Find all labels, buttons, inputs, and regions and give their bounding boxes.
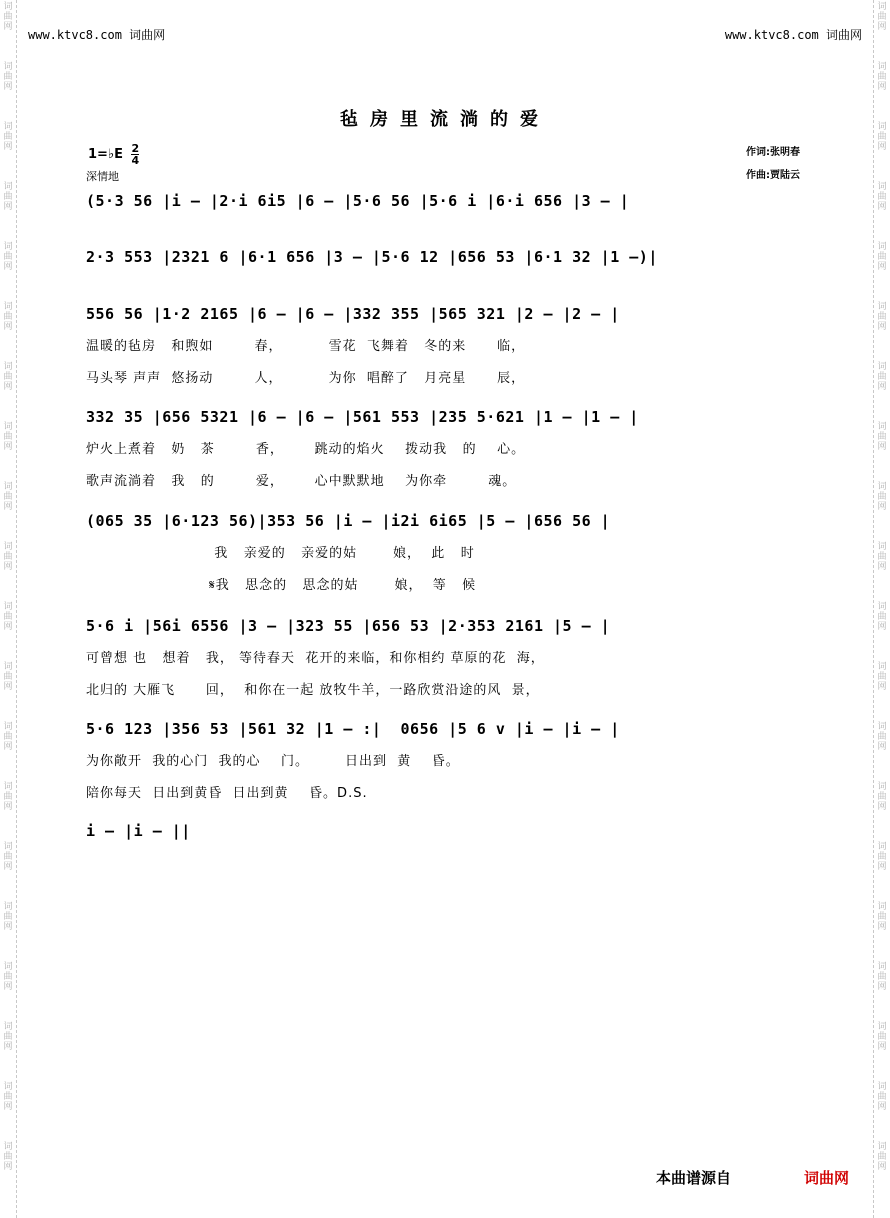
margin-watermark: 词 曲 网: [877, 602, 887, 632]
song-title: 毡房里流淌的爱: [340, 109, 550, 130]
margin-watermark: 词 曲 网: [877, 722, 887, 752]
margin-watermark: 词 曲 网: [877, 242, 887, 272]
lyric-line: 炉火上煮着 奶 茶 香， 跳动的焰火 拨动我 的 心。: [86, 442, 526, 457]
margin-watermark: 词 曲 网: [3, 782, 13, 812]
margin-watermark: 词 曲 网: [3, 1022, 13, 1052]
lyric-line: 陪你每天 日出到黄昏 日出到黄 昏。D.S.: [86, 786, 368, 801]
margin-watermark: 词 曲 网: [3, 662, 13, 692]
margin-watermark: 词 曲 网: [877, 1082, 887, 1112]
margin-watermark: 词 曲 网: [3, 422, 13, 452]
time-signature: [131, 143, 139, 166]
key-label: 1=♭E: [88, 147, 123, 162]
notation-line: 5·6 i |56i 6556 |3 — |323 55 |656 53 |2·353 2161 |5 — |: [86, 617, 611, 635]
lyricist-credit: 作词:张明春: [746, 147, 800, 158]
lyric-line: 为你敞开 我的心门 我的心 门。 日出到 黄 昏。: [86, 754, 460, 769]
margin-watermark: 词 曲 网: [3, 482, 13, 512]
margin-watermark: 词 曲 网: [877, 122, 887, 152]
margin-watermark: 词 曲 网: [3, 902, 13, 932]
notation-line: i — |i — ||: [86, 822, 191, 840]
margin-watermark: 词 曲 网: [877, 962, 887, 992]
margin-watermark: 词 曲 网: [877, 902, 887, 932]
margin-watermark: 词 曲 网: [3, 302, 13, 332]
left-margin-strip: [0, 0, 17, 1218]
margin-watermark: 词 曲 网: [3, 842, 13, 872]
margin-watermark: 词 曲 网: [3, 1082, 13, 1112]
margin-watermark: 词 曲 网: [3, 122, 13, 152]
margin-watermark: 词 曲 网: [3, 722, 13, 752]
margin-watermark: 词 曲 网: [877, 2, 887, 32]
notation-line: (065 35 |6·123 56)|353 56 |i — |i2i 6i65 |5 — |656 56 |: [86, 512, 611, 530]
margin-watermark: 词 曲 网: [3, 2, 13, 32]
margin-watermark: 词 曲 网: [3, 242, 13, 272]
lyric-line: 我 亲爱的 亲爱的姑 娘， 此 时: [86, 546, 475, 561]
margin-watermark: 词 曲 网: [3, 1142, 13, 1172]
margin-watermark: 词 曲 网: [877, 62, 887, 92]
time-denominator: 4: [131, 154, 140, 167]
notation-line: 332 35 |656 5321 |6 — |6 — |561 553 |235 5·621 |1 — |1 — |: [86, 408, 639, 426]
margin-watermark: 词 曲 网: [877, 482, 887, 512]
margin-watermark: 词 曲 网: [877, 302, 887, 332]
margin-watermark: 词 曲 网: [877, 662, 887, 692]
lyric-line: 𝄋我 思念的 思念的姑 娘， 等 候: [86, 578, 477, 593]
margin-watermark: 词 曲 网: [877, 1142, 887, 1172]
margin-watermark: 词 曲 网: [877, 362, 887, 392]
margin-watermark: 词 曲 网: [3, 182, 13, 212]
margin-watermark: 词 曲 网: [877, 182, 887, 212]
notation-line: 5·6 123 |356 53 |561 32 |1 — :| 0656 |5 6 v |i — |i — |: [86, 720, 620, 738]
site-url-left[interactable]: www.ktvc8.com 词曲网: [28, 28, 166, 42]
margin-watermark: 词 曲 网: [3, 362, 13, 392]
site-url-right[interactable]: www.ktvc8.com 词曲网: [724, 28, 862, 42]
margin-watermark: 词 曲 网: [3, 542, 13, 572]
margin-watermark: 词 曲 网: [3, 62, 13, 92]
margin-watermark: 词 曲 网: [3, 962, 13, 992]
lyric-line: 北归的 大雁飞 回， 和你在一起 放牧牛羊，一路欣赏沿途的风 景，: [86, 683, 540, 698]
margin-watermark: 词 曲 网: [877, 542, 887, 572]
brand-name[interactable]: 词曲网: [804, 1169, 850, 1187]
time-numerator: 2: [131, 142, 140, 155]
notation-line: 2·3 553 |2321 6 |6·1 656 |3 — |5·6 12 |656 53 |6·1 32 |1 —)|: [86, 248, 658, 266]
margin-watermark: 词 曲 网: [877, 422, 887, 452]
tempo-marking: 深情地: [86, 170, 119, 183]
margin-watermark: 词 曲 网: [877, 782, 887, 812]
margin-watermark: 词 曲 网: [877, 842, 887, 872]
key-signature: [88, 143, 139, 166]
notation-line: (5·3 56 |i — |2·i 6i5 |6 — |5·6 56 |5·6 i |6·i 656 |3 — |: [86, 192, 630, 210]
notation-line: 556 56 |1·2 2165 |6 — |6 — |332 355 |565 321 |2 — |2 — |: [86, 305, 620, 323]
composer-credit: 作曲:贾陆云: [746, 170, 800, 181]
right-margin-strip: [873, 0, 890, 1218]
lyric-line: 马头琴 声声 悠扬动 人， 为你 唱醉了 月亮星 辰，: [86, 371, 526, 386]
lyric-line: 温暖的毡房 和煦如 春， 雪花 飞舞着 冬的来 临，: [86, 339, 526, 354]
source-label: 本曲谱源自: [656, 1169, 732, 1187]
margin-watermark: 词 曲 网: [3, 602, 13, 632]
margin-watermark: 词 曲 网: [877, 1022, 887, 1052]
lyric-line: 歌声流淌着 我 的 爱， 心中默默地 为你牵 魂。: [86, 474, 517, 489]
lyric-line: 可曾想 也 想着 我， 等待春天 花开的来临，和你相约 草原的花 海，: [86, 651, 545, 666]
